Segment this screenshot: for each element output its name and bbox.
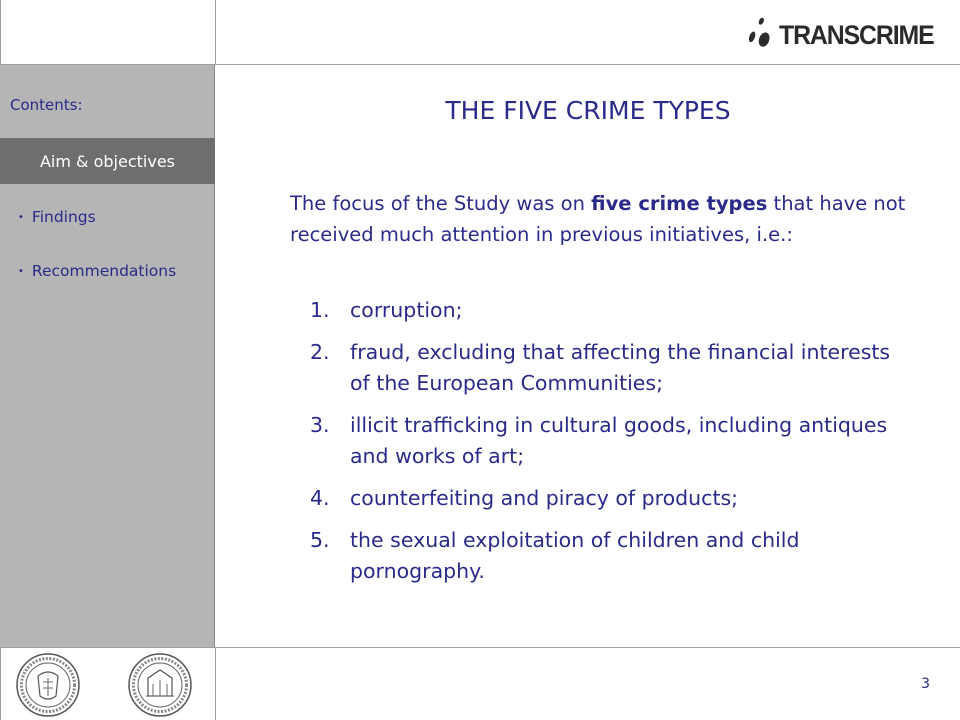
list-number: 2. (310, 340, 330, 364)
list-item (310, 337, 910, 399)
list-text: illicit trafficking in cultural goods, including antiques and works of art; (350, 413, 888, 468)
sidebar-item-label: Aim & objectives (39, 151, 176, 171)
transcrime-mark-icon (742, 15, 777, 55)
intro-text: The focus of the Study was on (290, 192, 592, 215)
list-number: 5. (310, 528, 330, 552)
page-number: 3 (921, 676, 930, 692)
footer-divider (215, 647, 216, 720)
logo-text: TRANSCRIME (779, 19, 934, 50)
list-number: 1. (310, 298, 330, 322)
university-seals (10, 652, 200, 718)
list-number: 4. (310, 486, 330, 510)
sidebar-item-label: Findings (31, 208, 96, 226)
header-divider (215, 0, 216, 65)
universita-cattolica-seal-icon (129, 654, 191, 716)
bullet-icon: • (18, 211, 24, 223)
intro-text-end: that have not received much attention in previous initiatives, i.e.: (290, 192, 906, 246)
list-item (310, 525, 910, 587)
university-seal-icon (17, 654, 79, 716)
list-item (310, 295, 910, 326)
bullet-icon: • (18, 265, 24, 277)
intro-emphasis: five crime types (591, 192, 768, 215)
intro-paragraph (290, 188, 910, 250)
footer-rule (0, 647, 960, 648)
crime-types-list (310, 295, 910, 598)
list-text: the sexual exploitation of children and child pornography. (350, 528, 800, 583)
list-item (310, 410, 910, 472)
sidebar-item-findings[interactable] (18, 208, 96, 226)
slide-title: THE FIVE CRIME TYPES (445, 96, 731, 125)
sidebar-item-recommendations[interactable] (18, 262, 176, 280)
list-text: fraud, excluding that affecting the financial interests of the European Communities; (350, 340, 891, 395)
contents-label: Contents: (10, 96, 83, 114)
list-text: counterfeiting and piracy of products; (350, 486, 739, 510)
list-text: corruption; (350, 298, 463, 322)
sidebar-item-label: Recommendations (31, 262, 177, 280)
list-number: 3. (310, 413, 330, 437)
sidebar-item-aim-objectives[interactable] (0, 138, 215, 184)
list-item (310, 483, 910, 514)
transcrime-logo (742, 12, 947, 58)
